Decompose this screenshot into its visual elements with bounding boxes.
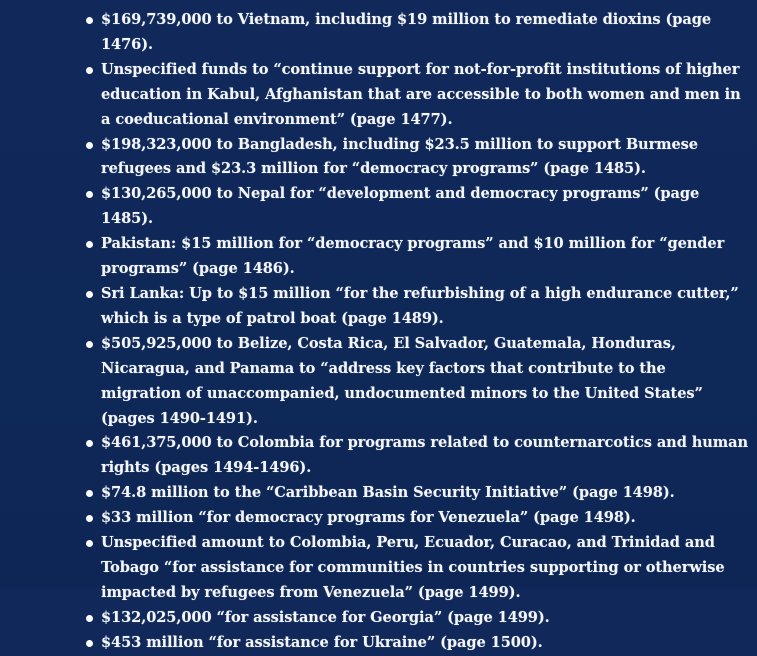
bullet-icon — [86, 341, 93, 348]
list-item-text: $461,375,000 to Colombia for programs related to counternarcotics and human rights (pages 1494-1496). — [101, 434, 749, 477]
list-item — [86, 431, 749, 481]
list-item — [86, 531, 749, 606]
list-item — [86, 282, 749, 332]
list-item-text: $130,265,000 to Nepal for “development and democracy programs” (page 1485). — [101, 185, 700, 228]
list-item-text: $33 million “for democracy programs for Venezuela” (page 1498). — [101, 509, 636, 527]
list-item — [86, 506, 749, 531]
bullet-icon — [86, 540, 93, 547]
bullet-icon — [86, 515, 93, 522]
bullet-icon — [86, 490, 93, 497]
bullet-icon — [86, 615, 93, 622]
list-item-text: Sri Lanka: Up to $15 million “for the refurbishing of a high endurance cutter,” which is a type of patrol boat (page 1489). — [101, 284, 739, 327]
bullet-icon — [86, 142, 93, 149]
bullet-icon — [86, 241, 93, 248]
bullet-icon — [86, 640, 93, 647]
bullet-icon — [86, 291, 93, 298]
list-item — [86, 182, 749, 232]
bullet-icon — [86, 17, 93, 24]
list-item-text: $198,323,000 to Bangladesh, including $23.5 million to support Burmese refugees and $23.3 million for “democracy programs” (page 1485). — [101, 135, 698, 178]
list-item — [86, 8, 749, 58]
list-item — [86, 58, 749, 133]
list-item — [86, 606, 749, 631]
bullet-icon — [86, 191, 93, 198]
list-item-text: Unspecified funds to “continue support for not-for-profit institutions of higher education in Kabul, Afghanistan that are accessible to both women and men in a coeducational environment” (page 1477). — [101, 60, 741, 128]
list-item-text: $505,925,000 to Belize, Costa Rica, El Salvador, Guatemala, Honduras, Nicaragua, and Panama to “address key factors that contribute to the migration of unaccompanied, undocumented minors to the United States” (pages 1490-1491). — [101, 334, 703, 427]
bullet-icon — [86, 440, 93, 447]
list-item — [86, 631, 749, 656]
list-item-text: $74.8 million to the “Caribbean Basin Security Initiative” (page 1498). — [101, 484, 675, 502]
bullet-icon — [86, 67, 93, 74]
list-item — [86, 133, 749, 183]
list-item — [86, 232, 749, 282]
funding-bullet-list — [86, 8, 749, 656]
list-item-text: $132,025,000 “for assistance for Georgia” (page 1499). — [101, 608, 550, 626]
list-item — [86, 332, 749, 432]
list-item-text: $453 million “for assistance for Ukraine” (page 1500). — [101, 633, 543, 651]
list-item-text: $169,739,000 to Vietnam, including $19 million to remediate dioxins (page 1476). — [101, 11, 712, 53]
list-item-text: Unspecified amount to Colombia, Peru, Ecuador, Curacao, and Trinidad and Tobago “for assistance for communities in countries supporting or otherwise impacted by refugees from Venezuela” (page 1499). — [101, 534, 725, 601]
list-item — [86, 481, 749, 506]
list-item-text: Pakistan: $15 million for “democracy programs” and $10 million for “gender programs” (page 1486). — [101, 235, 725, 278]
